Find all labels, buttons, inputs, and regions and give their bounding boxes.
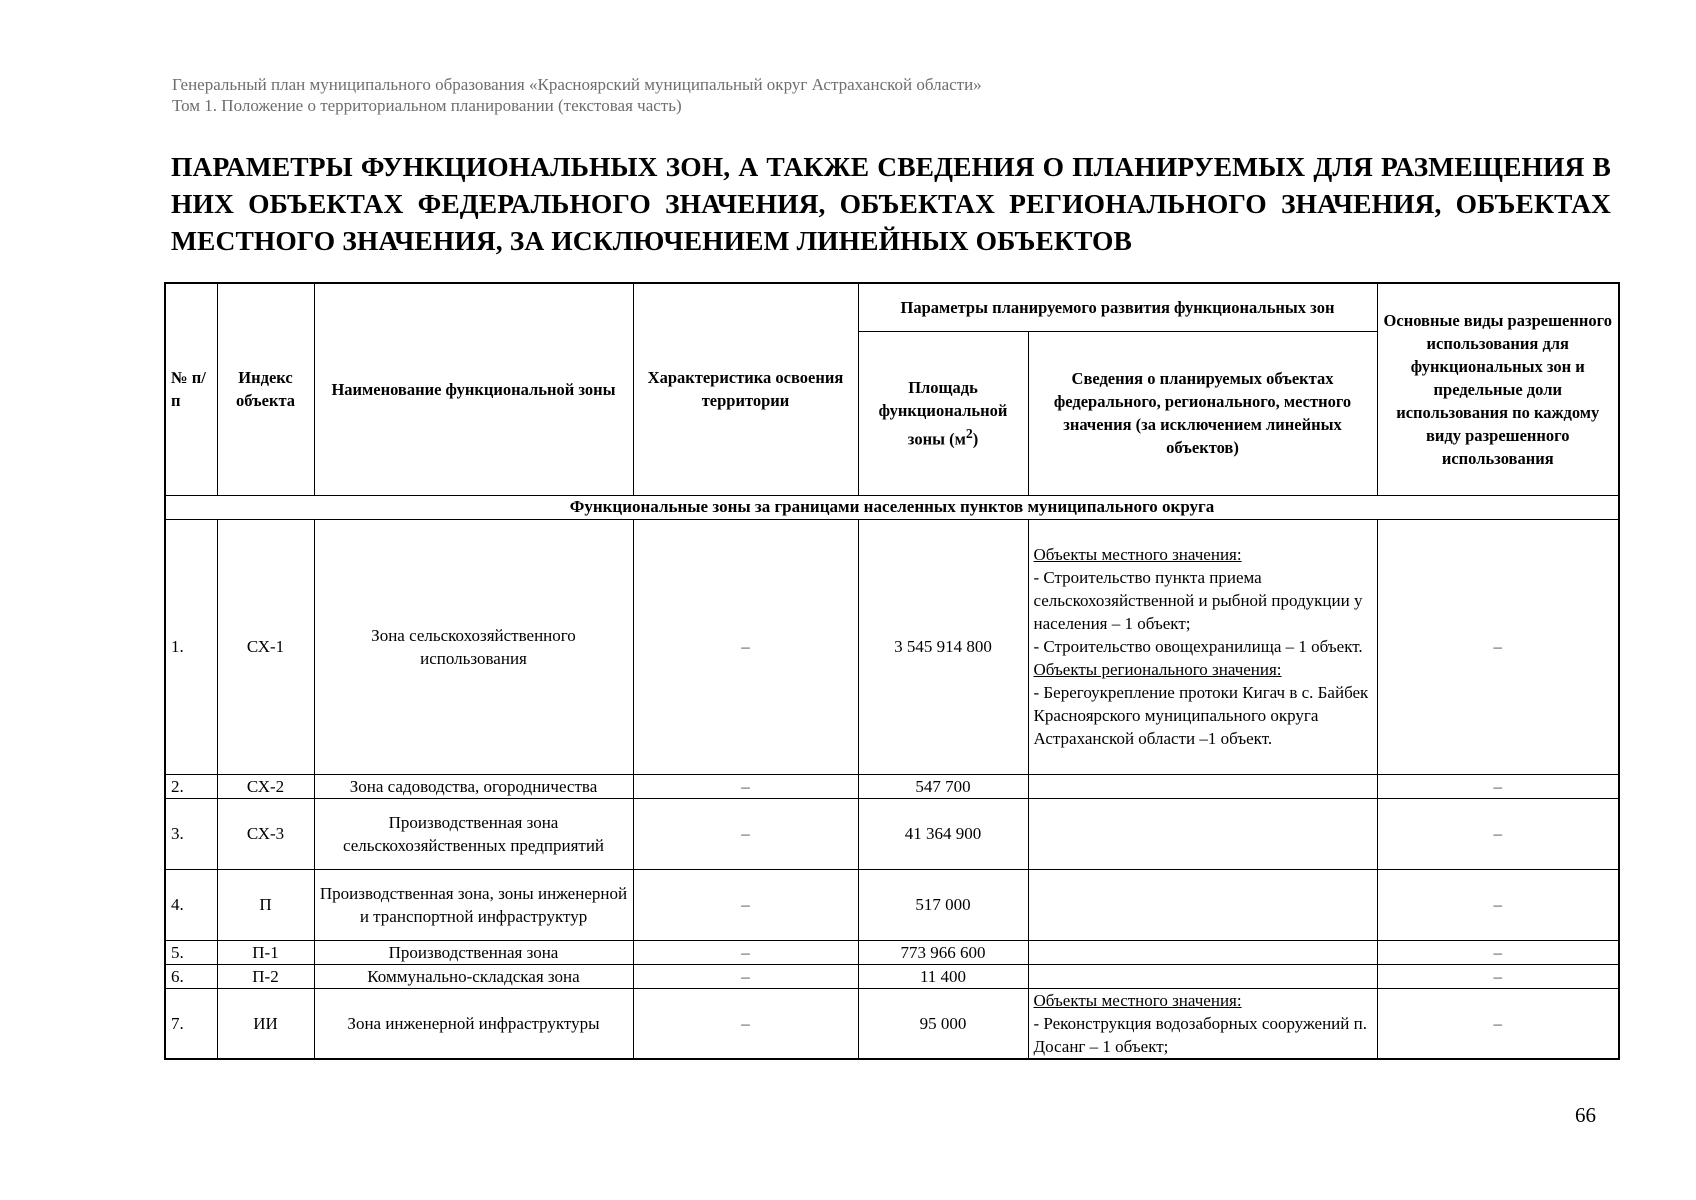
running-header-line-1: Генеральный план муниципального образования «Красноярский муниципальный округ Астраханской области»: [172, 75, 982, 94]
cell-area: 41 364 900: [858, 798, 1028, 869]
cell-area: 3 545 914 800: [858, 519, 1028, 774]
cell-num: 1.: [165, 519, 217, 774]
cell-num: 6.: [165, 964, 217, 988]
table-body: [165, 495, 1619, 1059]
local-object-item: - Строительство овощехранилища – 1 объект.: [1033, 637, 1363, 656]
section-title: Функциональные зоны за границами населенных пунктов муниципального округа: [165, 495, 1619, 519]
cell-characteristic: –: [633, 940, 858, 964]
cell-area: 517 000: [858, 869, 1028, 940]
cell-zone-name: Зона инженерной инфраструктуры: [314, 988, 633, 1059]
cell-permitted-uses: –: [1377, 519, 1619, 774]
local-objects-label: Объекты местного значения:: [1033, 990, 1242, 1010]
cell-area: 11 400: [858, 964, 1028, 988]
local-objects-label: Объекты местного значения:: [1033, 545, 1242, 564]
regional-object-item: - Берегоукрепление протоки Кигач в с. Байбек Красноярского муниципального округа Астраханской области –1 объект.: [1033, 683, 1369, 748]
cell-planned-objects: [1028, 988, 1377, 1059]
page-number: 66: [1575, 1103, 1596, 1127]
cell-index: ИИ: [217, 988, 314, 1059]
cell-num: 7.: [165, 988, 217, 1059]
cell-planned-objects: [1028, 964, 1377, 988]
cell-characteristic: –: [633, 774, 858, 798]
table-row: [165, 988, 1619, 1059]
cell-num: 4.: [165, 869, 217, 940]
functional-zones-table: [164, 282, 1620, 1060]
document-title: ПАРАМЕТРЫ ФУНКЦИОНАЛЬНЫХ ЗОН, А ТАКЖЕ СВЕДЕНИЯ О ПЛАНИРУЕМЫХ ДЛЯ РАЗМЕЩЕНИЯ В НИХ ОБЪЕКТАХ ФЕДЕРАЛЬНОГО ЗНАЧЕНИЯ, ОБЪЕКТАХ РЕГИОНАЛЬНОГО ЗНАЧЕНИЯ, ОБЪЕКТАХ МЕСТНОГО ЗНАЧЕНИЯ, ЗА ИСКЛЮЧЕНИЕМ ЛИНЕЙНЫХ ОБЪЕКТОВ: [171, 151, 1611, 256]
header-planned-objects: Сведения о планируемых объектах федерального, регионального, местного значения (за исключением линейных объектов): [1028, 331, 1377, 495]
cell-index: СХ-1: [217, 519, 314, 774]
cell-area: 773 966 600: [858, 940, 1028, 964]
cell-zone-name: Производственная зона сельскохозяйственных предприятий: [314, 798, 633, 869]
cell-permitted-uses: –: [1377, 940, 1619, 964]
cell-permitted-uses: –: [1377, 798, 1619, 869]
table-row: [165, 869, 1619, 940]
cell-characteristic: –: [633, 519, 858, 774]
cell-index: П-2: [217, 964, 314, 988]
cell-index: П-1: [217, 940, 314, 964]
section-row: [165, 495, 1619, 519]
header-index: Индекс объекта: [217, 283, 314, 495]
cell-area: 547 700: [858, 774, 1028, 798]
zones-table-container: [164, 282, 1618, 1060]
cell-planned-objects: [1028, 774, 1377, 798]
cell-zone-name: Зона сельскохозяйственного использования: [314, 519, 633, 774]
cell-zone-name: Производственная зона: [314, 940, 633, 964]
cell-index: СХ-2: [217, 774, 314, 798]
header-area: [858, 331, 1028, 495]
header-permitted-uses: Основные виды разрешенного использования для функциональных зон и предельные доли использования по каждому виду разрешенного использования: [1377, 283, 1619, 495]
cell-permitted-uses: –: [1377, 869, 1619, 940]
cell-zone-name: Коммунально-складская зона: [314, 964, 633, 988]
header-params-group: Параметры планируемого развития функциональных зон: [858, 283, 1377, 331]
table-row: [165, 519, 1619, 774]
cell-index: П: [217, 869, 314, 940]
table-header: [165, 283, 1619, 495]
table-row: [165, 964, 1619, 988]
cell-planned-objects: [1028, 798, 1377, 869]
cell-characteristic: –: [633, 869, 858, 940]
local-object-item: - Реконструкция водозаборных сооружений п. Досанг – 1 объект;: [1033, 1013, 1367, 1056]
cell-area: 95 000: [858, 988, 1028, 1059]
table-row: [165, 798, 1619, 869]
header-num: № п/п: [165, 283, 217, 495]
cell-characteristic: –: [633, 988, 858, 1059]
cell-planned-objects: [1028, 940, 1377, 964]
cell-permitted-uses: –: [1377, 988, 1619, 1059]
cell-planned-objects: [1028, 869, 1377, 940]
cell-num: 2.: [165, 774, 217, 798]
header-area-sup: 2: [965, 425, 973, 441]
regional-objects-label: Объекты регионального значения:: [1033, 660, 1282, 679]
cell-num: 3.: [165, 798, 217, 869]
cell-characteristic: –: [633, 964, 858, 988]
cell-characteristic: –: [633, 798, 858, 869]
local-object-item: - Строительство пункта приема сельскохозяйственной и рыбной продукции у населения – 1 объект;: [1033, 568, 1363, 633]
table-row: [165, 774, 1619, 798]
table-row: [165, 940, 1619, 964]
cell-index: СХ-3: [217, 798, 314, 869]
cell-permitted-uses: –: [1377, 964, 1619, 988]
cell-zone-name: Зона садоводства, огородничества: [314, 774, 633, 798]
cell-planned-objects: [1028, 519, 1377, 774]
header-area-close: ): [972, 429, 979, 449]
cell-num: 5.: [165, 940, 217, 964]
header-zone-name: Наименование функциональной зоны: [314, 283, 633, 495]
cell-permitted-uses: –: [1377, 774, 1619, 798]
cell-zone-name: Производственная зона, зоны инженерной и транспортной инфраструктур: [314, 869, 633, 940]
header-characteristic: Характеристика освоения территории: [633, 283, 858, 495]
running-header-line-2: Том 1. Положение о территориальном планировании (текстовая часть): [172, 96, 682, 115]
running-header: [172, 74, 1612, 116]
header-area-text: Площадь функциональной зоны (м: [878, 377, 1008, 449]
